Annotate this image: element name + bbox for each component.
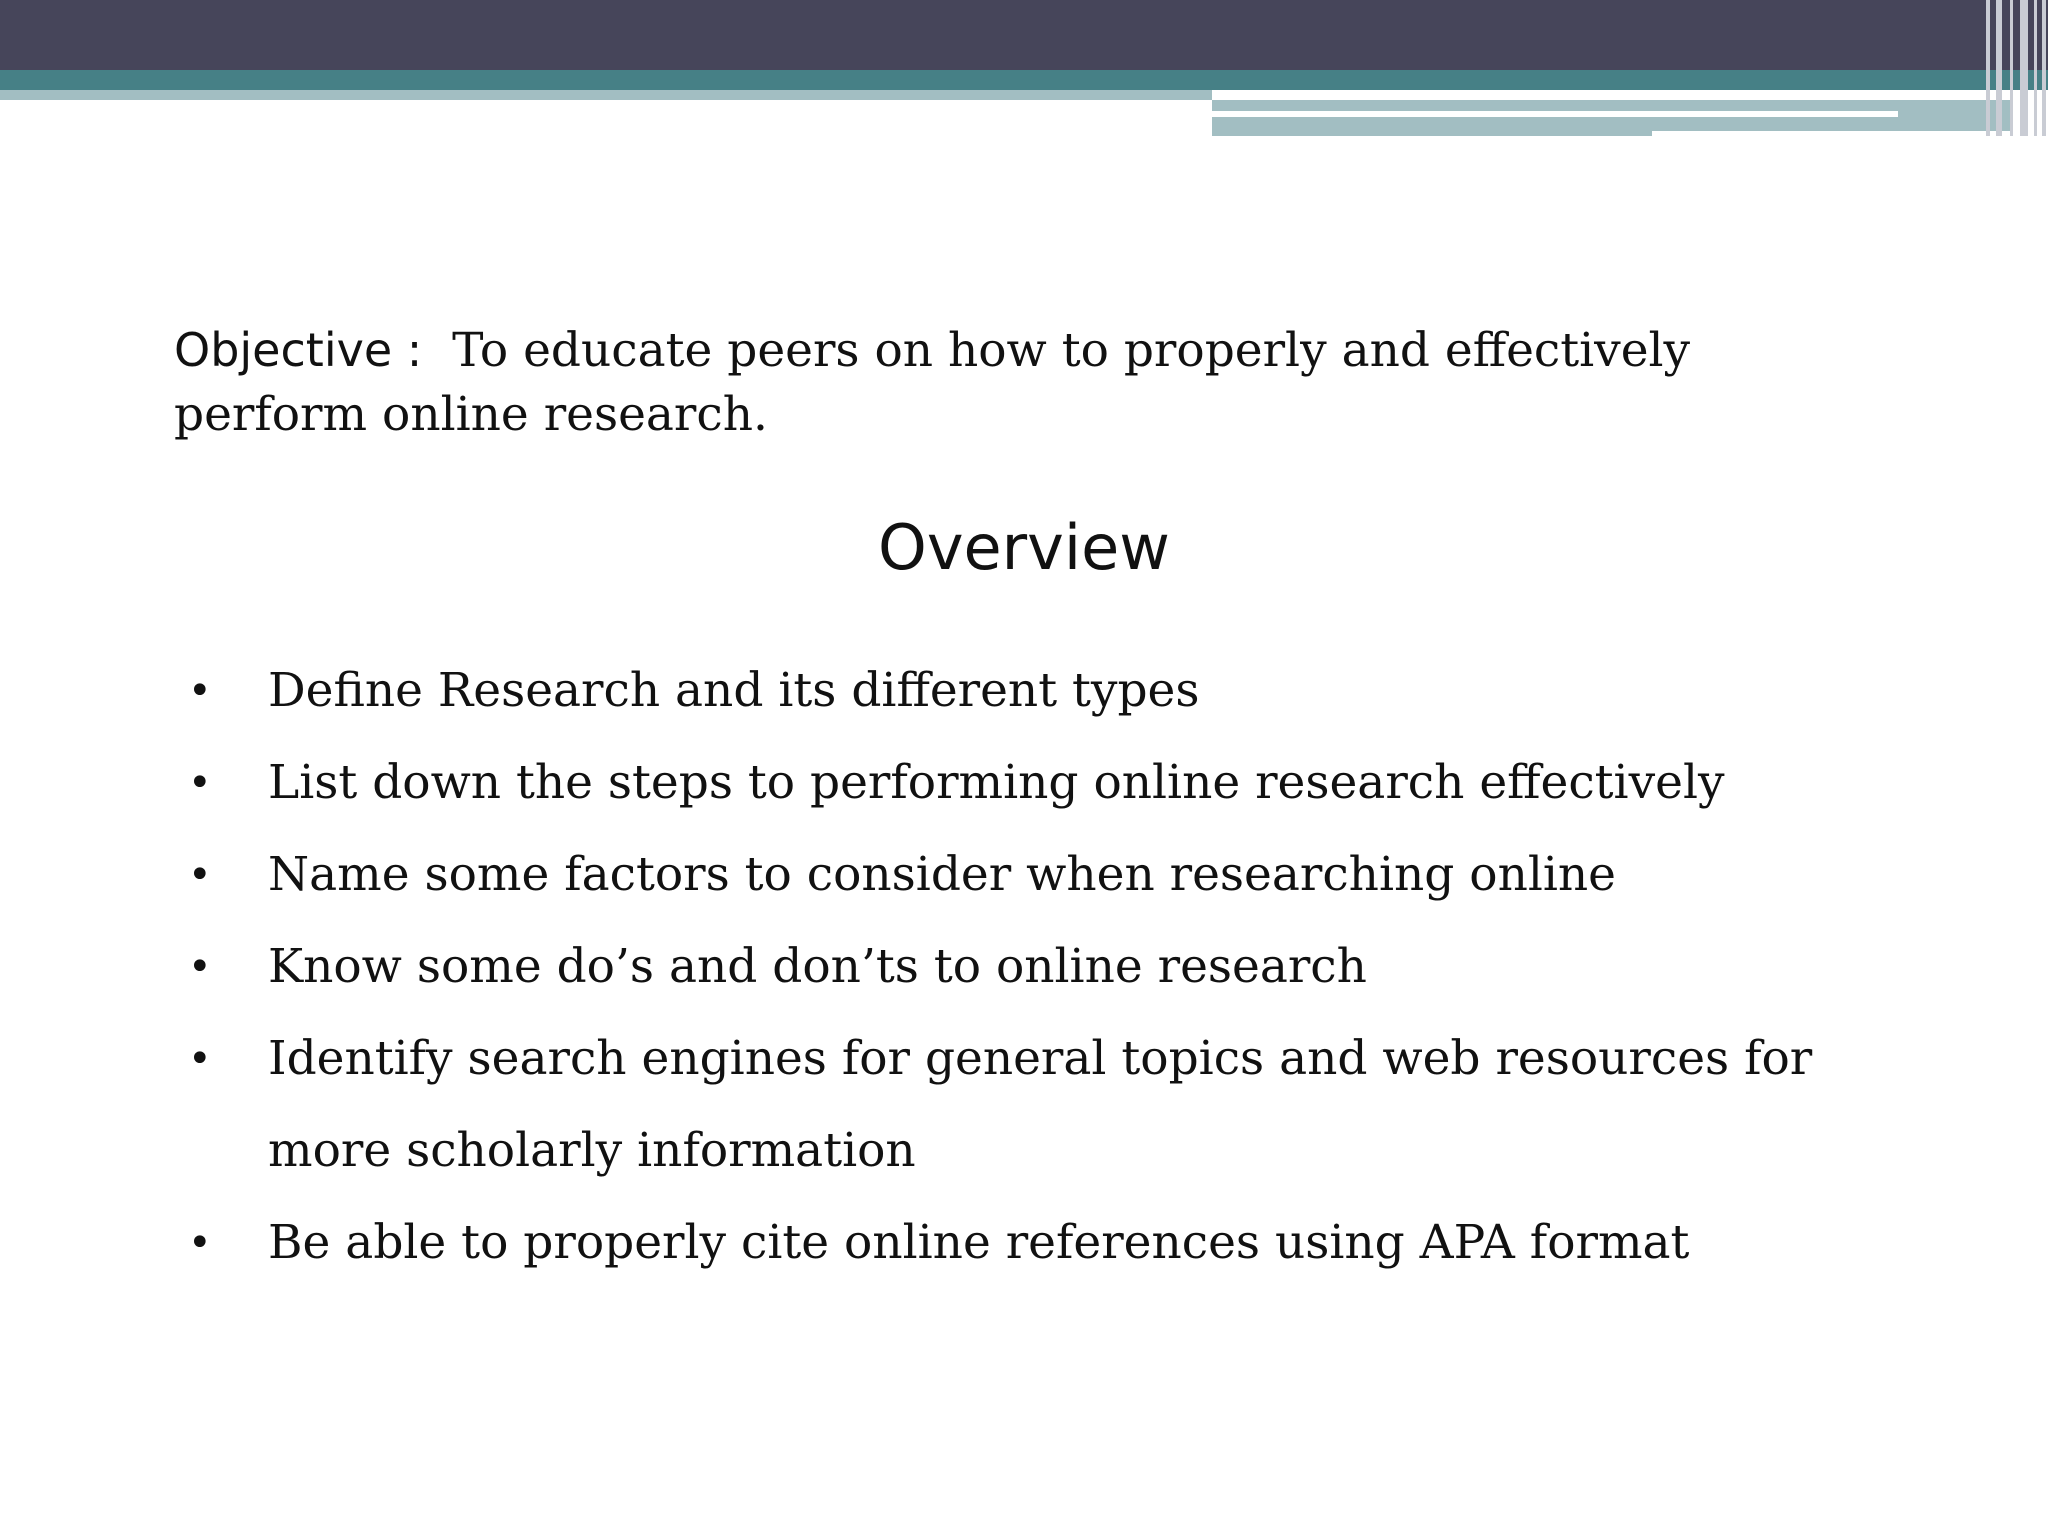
header-stripe: [2034, 0, 2037, 136]
list-item: [188, 829, 1888, 921]
list-item-text: Name some factors to consider when researching online: [268, 847, 1616, 902]
header-light-band-left: [0, 90, 1212, 100]
list-item: [188, 921, 1888, 1013]
bullet-icon: •: [188, 668, 212, 714]
header-teal-band: [0, 70, 2048, 90]
list-item-text: Know some do’s and don’ts to online research: [268, 939, 1367, 994]
bullet-icon: •: [188, 852, 212, 898]
header-stripe: [1996, 0, 2002, 136]
bullet-icon: •: [188, 1036, 212, 1082]
header-stripe: [2020, 0, 2028, 136]
list-item: [188, 1013, 1888, 1197]
list-item-text: Identify search engines for general topics and web resources for more scholarly information: [268, 1031, 1813, 1178]
bullet-icon: •: [188, 1220, 212, 1266]
header-white-cut: [1652, 131, 2012, 137]
overview-title: Overview: [878, 511, 1170, 584]
objective-text: To educate peers on how to properly and effectively perform online research.: [174, 323, 1691, 442]
header-stripe: [2010, 0, 2013, 136]
list-item-text: Be able to properly cite online references using APA format: [268, 1215, 1690, 1270]
objective-paragraph: [174, 318, 1874, 447]
bullet-icon: •: [188, 944, 212, 990]
list-item: [188, 645, 1888, 737]
header-stripe: [2042, 0, 2046, 136]
objective-label: Objective :: [174, 323, 423, 377]
list-item: [188, 1197, 1888, 1289]
overview-list: [188, 645, 1888, 1289]
bullet-icon: •: [188, 760, 212, 806]
header-dark-band: [0, 0, 2048, 70]
header-stripe: [1986, 0, 1990, 136]
list-item-text: Define Research and its different types: [268, 663, 1200, 718]
list-item-text: List down the steps to performing online research effectively: [268, 755, 1725, 810]
list-item: [188, 737, 1888, 829]
header-white-line: [1212, 111, 1898, 117]
